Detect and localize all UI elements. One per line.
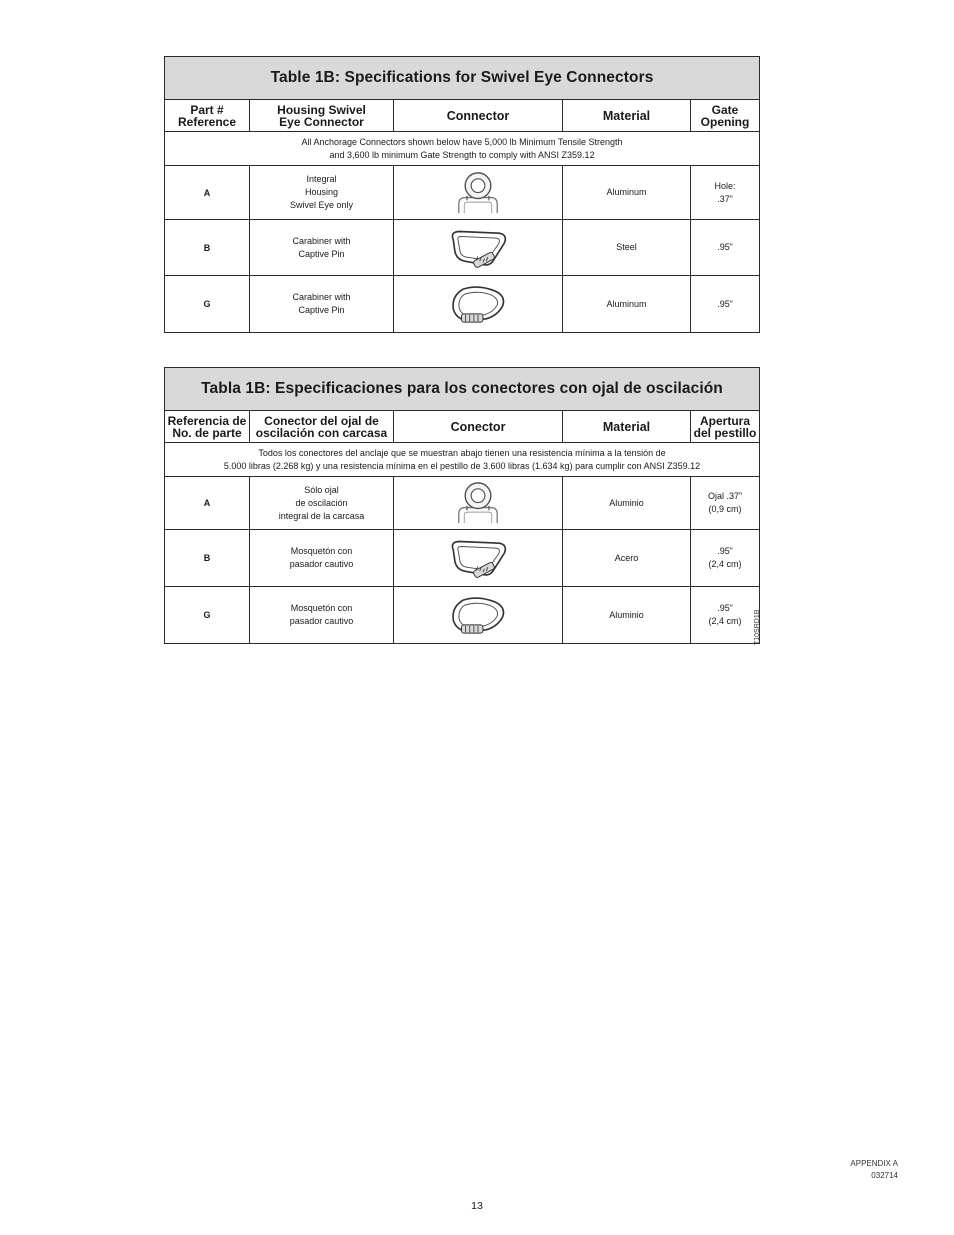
steel-carabiner-icon <box>445 227 511 269</box>
row-connector-image <box>394 166 563 220</box>
row-description: Sólo ojal de oscilación integral de la carcasa <box>250 477 394 530</box>
header-housing-swivel: Conector del ojal de oscilación con carcasa <box>250 411 394 443</box>
row-material: Aluminum <box>563 276 691 333</box>
table-note: Todos los conectores del anclaje que se muestran abajo tienen una resistencia mínima a la tensión de 5.000 libras (2.268 kg) y una resistencia mínima en el pestillo de 3.600 libras (1.634 kg) para cumplir con ANSI Z359.12 <box>165 443 760 477</box>
row-description: Carabiner with Captive Pin <box>250 220 394 276</box>
table-row <box>165 276 760 333</box>
row-material: Aluminio <box>563 587 691 644</box>
page-number: 13 <box>471 1200 483 1212</box>
table-header-row <box>165 100 760 132</box>
header-housing-swivel: Housing Swivel Eye Connector <box>250 100 394 132</box>
row-description: Mosquetón con pasador cautivo <box>250 587 394 644</box>
table-title: Tabla 1B: Especificaciones para los conectores con ojal de oscilación <box>165 368 760 411</box>
row-gate-opening: .95” <box>691 276 760 333</box>
appendix-code: 032714 <box>871 1171 898 1180</box>
header-gate-opening: Gate Opening <box>691 100 760 132</box>
appendix-label <box>850 1158 898 1182</box>
table-row <box>165 166 760 220</box>
row-connector-image <box>394 477 563 530</box>
english-spec-table <box>164 56 760 333</box>
header-connector: Connector <box>394 100 563 132</box>
spanish-spec-table <box>164 367 760 644</box>
header-material: Material <box>563 100 691 132</box>
table-note: All Anchorage Connectors shown below have 5,000 lb Minimum Tensile Strength and 3,600 lb minimum Gate Strength to comply with ANSI Z359.12 <box>165 132 760 166</box>
swivel-eye-icon <box>446 481 510 525</box>
row-material: Aluminum <box>563 166 691 220</box>
header-material: Material <box>563 411 691 443</box>
row-gate-opening: Ojal .37” (0,9 cm) <box>691 477 760 530</box>
aluminum-carabiner-icon <box>445 593 511 637</box>
table-row <box>165 530 760 587</box>
steel-carabiner-icon <box>445 537 511 579</box>
row-reference: A <box>165 477 250 530</box>
row-gate-opening: .95” (2,4 cm) <box>691 530 760 587</box>
row-reference: B <box>165 530 250 587</box>
header-gate-opening: Apertura del pestillo <box>691 411 760 443</box>
row-reference: B <box>165 220 250 276</box>
row-connector-image <box>394 220 563 276</box>
row-gate-opening: .95” <box>691 220 760 276</box>
row-connector-image <box>394 587 563 644</box>
aluminum-carabiner-icon <box>445 282 511 326</box>
row-reference: G <box>165 587 250 644</box>
table-title: Table 1B: Specifications for Swivel Eye Connectors <box>165 57 760 100</box>
table-row <box>165 587 760 644</box>
row-description: Carabiner with Captive Pin <box>250 276 394 333</box>
header-connector: Conector <box>394 411 563 443</box>
header-part-reference: Referencia de No. de parte <box>165 411 250 443</box>
table-header-row <box>165 411 760 443</box>
row-reference: A <box>165 166 250 220</box>
row-material: Acero <box>563 530 691 587</box>
header-part-reference: Part # Reference <box>165 100 250 132</box>
figure-code: T10SRD1B <box>754 609 761 645</box>
table-row <box>165 220 760 276</box>
row-material: Aluminio <box>563 477 691 530</box>
table-row <box>165 477 760 530</box>
swivel-eye-icon <box>446 171 510 215</box>
row-connector-image <box>394 530 563 587</box>
row-gate-opening: Hole: .37” <box>691 166 760 220</box>
appendix-title: APPENDIX A <box>850 1159 898 1168</box>
row-material: Steel <box>563 220 691 276</box>
row-description: Mosquetón con pasador cautivo <box>250 530 394 587</box>
row-connector-image <box>394 276 563 333</box>
row-reference: G <box>165 276 250 333</box>
row-description: Integral Housing Swivel Eye only <box>250 166 394 220</box>
row-gate-opening: .95” (2,4 cm) <box>691 587 760 644</box>
